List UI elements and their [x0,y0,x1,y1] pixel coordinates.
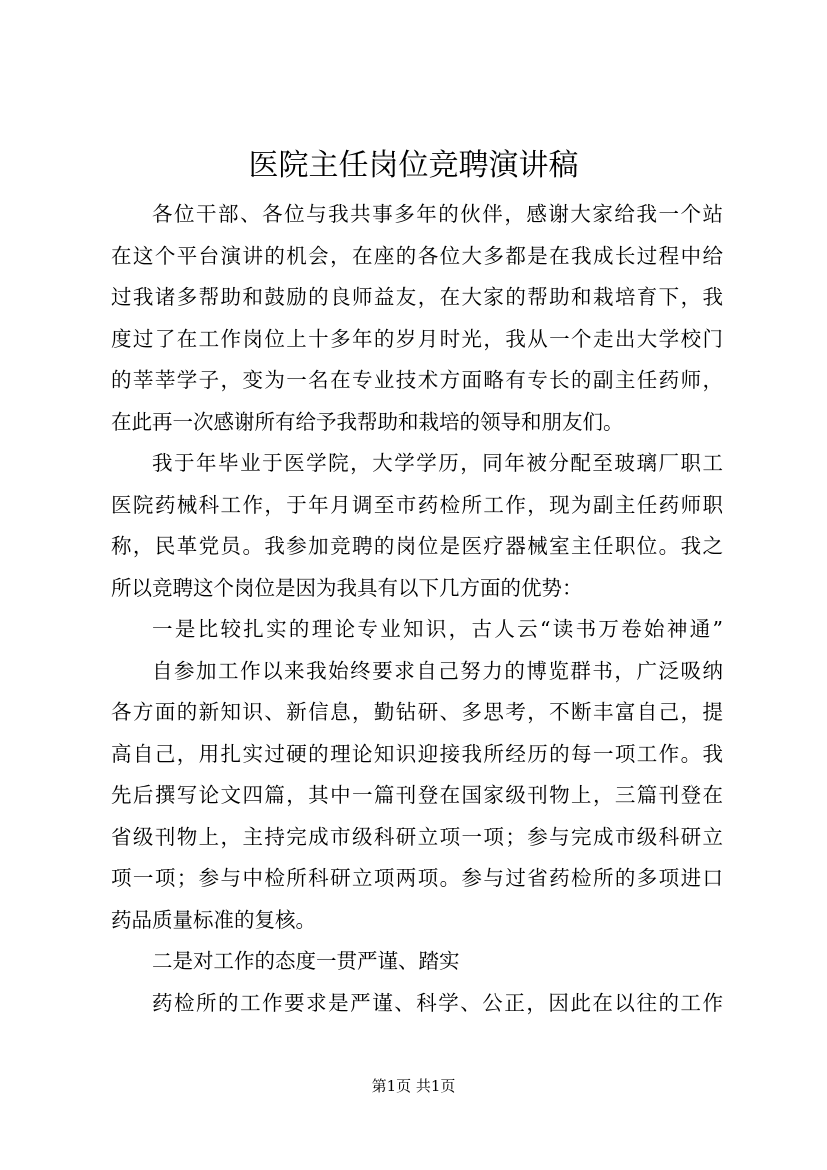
document-body [111,194,723,1024]
text-line: 药品质量标准的复核。 [111,907,316,932]
text-line: 二是对工作的态度一贯严谨、踏实 [152,949,460,973]
text-line: 项一项；参与中检所科研立项两项。参与过省药检所的多项进口 [111,866,723,890]
text-line: 在此再一次感谢所有给予我帮助和栽培的领导和朋友们。 [111,409,624,434]
text-line: 各方面的新知识、新信息，勤钻研、多思考，不断丰富自己，提 [111,700,723,724]
text-line: 在这个平台演讲的机会，在座的各位大多都是在我成长过程中给 [111,243,723,268]
text-line: 各位干部、各位与我共事多年的伙伴，感谢大家给我一个站 [152,202,723,226]
text-line: 先后撰写论文四篇，其中一篇刊登在国家级刊物上，三篇刊登在 [111,783,723,807]
text-line: 称，民革党员。我参加竞聘的岗位是医疗器械室主任职位。我之 [111,534,723,558]
text-line: 医院药械科工作，于年月调至市药检所工作，现为副主任药师职 [111,492,723,517]
text-line: 省级刊物上，主持完成市级科研立项一项；参与完成市级科研立 [111,824,723,849]
text-line: 过我诸多帮助和鼓励的良师益友，在大家的帮助和栽培育下，我 [111,285,723,309]
text-line: 药检所的工作要求是严谨、科学、公正，因此在以往的工作 [152,990,723,1015]
text-line: 自参加工作以来我始终要求自己努力的博览群书，广泛吸纳 [152,658,723,683]
text-line: 一是比较扎实的理论专业知识，古人云“读书万卷始神通” [152,617,723,641]
text-line: 我于年毕业于医学院，大学学历，同年被分配至玻璃厂职工 [152,451,723,475]
text-line: 度过了在工作岗位上十多年的岁月时光，我从一个走出大学校门 [111,326,723,351]
document-title: 医院主任岗位竞聘演讲稿 [248,148,579,183]
text-line: 所以竞聘这个岗位是因为我具有以下几方面的优势： [111,575,583,600]
text-line: 高自己，用扎实过硬的理论知识迎接我所经历的每一项工作。我 [111,741,723,766]
text-line: 的莘莘学子，变为一名在专业技术方面略有专长的副主任药师， [111,368,723,392]
page-footer: 第1页 共1页 [371,1077,456,1095]
